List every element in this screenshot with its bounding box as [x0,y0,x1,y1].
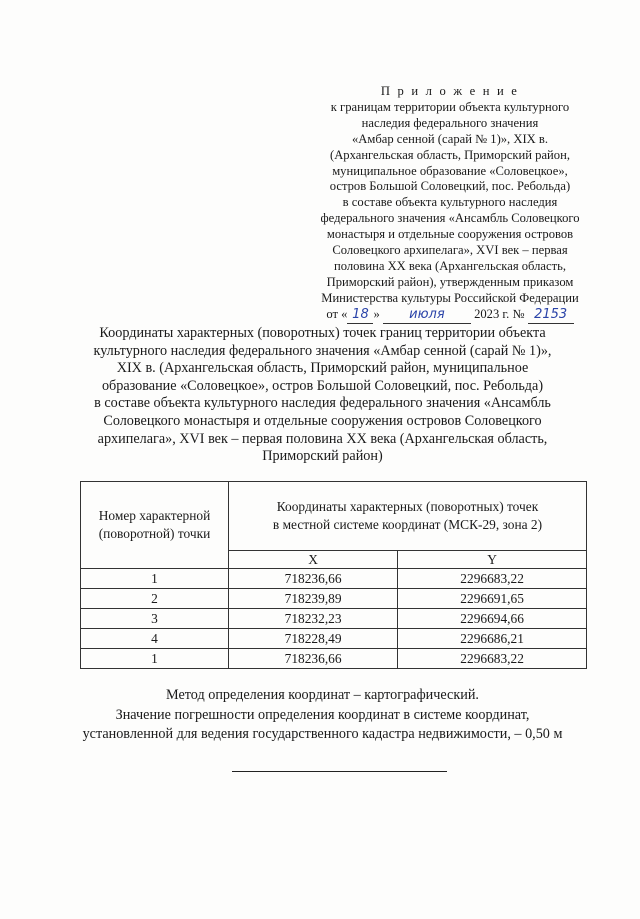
title-line: образование «Соловецкое», остров Большой Соловецкий, пос. Ребольда) [101,377,544,394]
cell-point: 3 [81,609,229,629]
header-x: X [229,551,398,569]
cell-y: 2296683,22 [398,569,587,589]
cell-y: 2296691,65 [398,589,587,609]
order-date-line [300,307,600,324]
cell-point: 1 [81,569,229,589]
appendix-line: Соловецкого архипелага», XVI век – первая [332,243,568,258]
table-row [81,629,587,649]
cell-x: 718236,66 [229,649,398,669]
coordinates-table [80,481,587,669]
cell-y: 2296683,22 [398,649,587,669]
title-line: Соловецкого монастыря и отдельные сооружения островов Соловецкого [103,412,542,429]
table-row [81,649,587,669]
title-line: в составе объекта культурного наследия федерального значения «Ансамбль [94,395,551,412]
method-text: Метод определения координат – картографический. [166,687,479,703]
order-day: 18 [352,306,369,322]
appendix-line: половина XX века (Архангельская область, [333,258,567,273]
closing-rule [232,771,447,772]
appendix-block [300,84,600,324]
table-row [81,569,587,589]
title-line: культурного наследия федерального значения «Амбар сенной (сарай № 1)», [93,342,552,359]
order-year: 2023 г. № [474,306,525,321]
cell-y: 2296686,21 [398,629,587,649]
cell-x: 718228,49 [229,629,398,649]
order-number: 2153 [534,306,568,322]
accuracy-line: установленной для ведения государственного кадастра недвижимости, – 0,50 м [82,726,563,743]
appendix-line: Министерства культуры Российской Федерации [321,290,579,305]
appendix-line: к границам территории объекта культурного [330,99,570,114]
title-line: архипелага», XVI век – первая половина XX века (Архангельская область, [97,430,548,447]
order-prefix: от « [326,306,348,321]
appendix-line: муниципальное образование «Соловецкое», [332,163,568,178]
appendix-line: в составе объекта культурного наследия [342,195,558,210]
title-line: XIX в. (Архангельская область, Приморский район, муниципальное [116,360,529,377]
order-mid: » [373,306,380,321]
appendix-line: «Амбар сенной (сарай № 1)», XIX в. [352,131,548,146]
cell-point: 4 [81,629,229,649]
cell-y: 2296694,66 [398,609,587,629]
order-number-field [528,307,574,324]
appendix-line: остров Большой Соловецкий, пос. Ребольда) [329,179,571,194]
order-month: июля [409,306,445,322]
order-month-field [383,307,471,324]
title-line: Координаты характерных (поворотных) точек границ территории объекта [99,325,546,341]
cell-x: 718239,89 [229,589,398,609]
header-coordinates: Координаты характерных (поворотных) точек в местной системе координат (МСК-29, зона 2) [229,482,587,551]
appendix-line: монастыря и отдельные сооружения островов [326,227,574,242]
header-y: Y [398,551,587,569]
order-day-field [347,307,373,324]
footer-notes [40,686,605,745]
appendix-line: (Архангельская область, Приморский район, [330,147,570,162]
header-point-number: Номер характерной (поворотной) точки [81,482,229,569]
document-title [40,325,605,466]
cell-point: 2 [81,589,229,609]
table-row [81,589,587,609]
appendix-line: Приморский район), утвержденным приказом [326,274,574,289]
cell-x: 718236,66 [229,569,398,589]
appendix-line: наследия федерального значения [361,115,539,130]
cell-x: 718232,23 [229,609,398,629]
table-row [81,609,587,629]
appendix-line: федерального значения «Ансамбль Соловецкого [320,211,580,226]
appendix-heading: П р и л о ж е н и е [380,84,520,98]
accuracy-line: Значение погрешности определения координат в системе координат, [115,706,530,723]
cell-point: 1 [81,649,229,669]
title-line: Приморский район) [262,448,383,465]
